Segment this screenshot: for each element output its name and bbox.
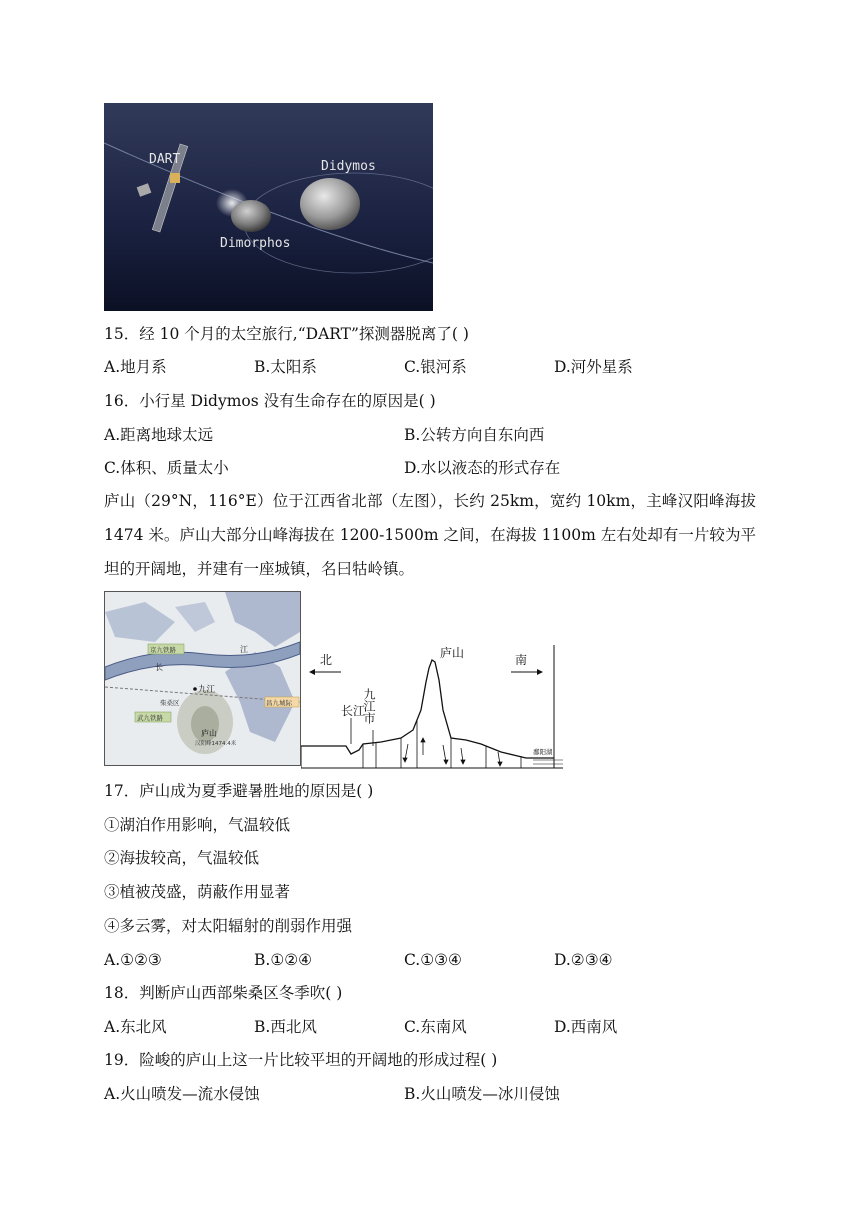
q18-option-d: D.西南风 <box>554 1018 618 1036</box>
q16-stem: 16．小行星 Didymos 没有生命存在的原因是( ) <box>104 392 436 410</box>
dart-illustration <box>104 103 433 311</box>
q17-option-d: D.②③④ <box>554 951 613 969</box>
dimorphos-label: Dimorphos <box>220 236 291 251</box>
q16-option-c: C.体积、质量太小 <box>104 459 229 477</box>
map-label-chang: 长 <box>155 663 163 672</box>
q16-option-b: B.公转方向自东向西 <box>404 426 545 444</box>
q17-item-2: ②海拔较高，气温较低 <box>104 849 260 867</box>
map-label-jiang: 江 <box>240 645 248 654</box>
q17-item-4: ④多云雾，对太阳辐射的削弱作用强 <box>104 917 353 935</box>
dimorphos-asteroid <box>231 200 271 232</box>
q19-option-a: A.火山喷发—流水侵蚀 <box>104 1085 260 1103</box>
q17-item-3: ③植被茂盛，荫蔽作用显著 <box>104 883 291 901</box>
q18-option-a: A.东北风 <box>104 1018 167 1036</box>
q17-item-1: ①湖泊作用影响，气温较低 <box>104 816 291 834</box>
q17-stem: 17．庐山成为夏季避暑胜地的原因是( ) <box>104 782 374 800</box>
map-label-chaisang: 柴桑区 <box>160 699 180 707</box>
q15-option-c: C.银河系 <box>404 358 467 376</box>
map-label-changjiu: 昌九城际 <box>266 699 292 707</box>
map-graphic <box>105 592 300 765</box>
section-label-changjiang: 长江 <box>341 704 366 718</box>
terrain-profile <box>301 660 554 758</box>
lushan-cross-section <box>301 640 563 770</box>
q18-stem: 18．判断庐山西部柴桑区冬季吹( ) <box>104 984 343 1002</box>
q15-stem: 15．经 10 个月的太空旅行,“DART”探测器脱离了( ) <box>104 325 469 343</box>
cross-section-graphic <box>301 640 563 770</box>
dart-label: DART <box>149 152 181 167</box>
section-label-south: 南 <box>515 653 528 667</box>
map-label-wujiu-railway: 武九铁路 <box>137 714 163 722</box>
map-label-jingjiu-railway: 京九铁路 <box>150 646 176 654</box>
section-label-lushan: 庐山 <box>440 646 465 660</box>
q15-option-b: B.太阳系 <box>254 358 317 376</box>
didymos-asteroid <box>300 178 360 230</box>
q18-option-b: B.西北风 <box>254 1018 317 1036</box>
map-label-jiujiang: 九江 <box>198 685 216 695</box>
map-label-lushan: 庐山 <box>201 729 217 738</box>
section-label-jiujiang-city: 九江市 <box>362 688 376 724</box>
q19-option-b: B.火山喷发—冰川侵蚀 <box>404 1085 560 1103</box>
dart-space-image <box>104 103 433 311</box>
section-label-north: 北 <box>320 653 333 667</box>
q17-option-c: C.①③④ <box>404 951 462 969</box>
q19-stem: 19．险峻的庐山上这一片比较平坦的开阔地的形成过程( ) <box>104 1051 498 1069</box>
q15-option-a: A.地月系 <box>104 358 167 376</box>
map-label-hanyang: 汉阳峰1474.4米 <box>195 741 237 747</box>
q17-option-b: B.①②④ <box>254 951 313 969</box>
lushan-location-map <box>104 591 301 766</box>
didymos-label: Didymos <box>321 159 376 174</box>
q17-option-a: A.①②③ <box>104 951 162 969</box>
q18-option-c: C.东南风 <box>404 1018 467 1036</box>
section-label-poyang: 鄱阳湖 <box>533 748 553 756</box>
lushan-passage: 庐山（29°N，116°E）位于江西省北部（左图），长约 25km，宽约 10km，主峰汉阳峰海拔 1474 米。庐山大部分山峰海拔在 1200-1500m 之间，在海拔 1100m 左右处却有一片较为平坦的开阔地，并建有一座城镇，名曰牯岭镇。 <box>104 492 756 578</box>
q15-option-d: D.河外星系 <box>554 358 633 376</box>
q16-option-a: A.距离地球太远 <box>104 426 214 444</box>
q16-option-d: D.水以液态的形式存在 <box>404 459 561 477</box>
